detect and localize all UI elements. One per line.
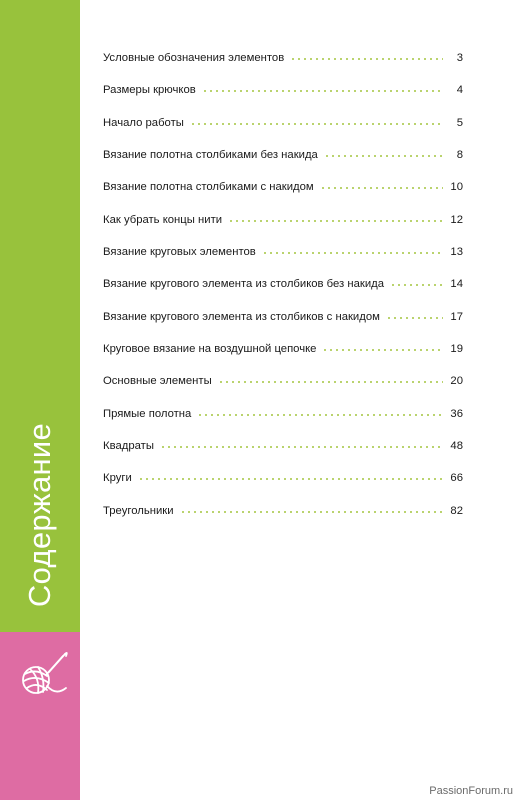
toc-entry[interactable] bbox=[103, 375, 463, 407]
toc-entry-page: 12 bbox=[450, 213, 463, 226]
toc-entry[interactable] bbox=[103, 472, 463, 504]
toc-entry-page: 4 bbox=[456, 84, 463, 97]
toc-entry-title: Основные элементы bbox=[103, 375, 212, 388]
toc-entry-title: Треугольники bbox=[103, 504, 174, 517]
table-of-contents bbox=[103, 52, 463, 537]
watermark: PassionForum.ru bbox=[429, 785, 513, 797]
toc-entry-page: 14 bbox=[450, 278, 463, 291]
toc-entry-title: Прямые полотна bbox=[103, 407, 192, 420]
toc-entry[interactable] bbox=[103, 181, 463, 213]
toc-entry-title: Размеры крючков bbox=[103, 84, 196, 97]
dot-leader bbox=[202, 90, 443, 92]
toc-entry[interactable] bbox=[103, 149, 463, 181]
toc-entry[interactable] bbox=[103, 84, 463, 116]
dot-leader bbox=[324, 155, 443, 157]
toc-entry-page: 36 bbox=[450, 407, 463, 420]
dot-leader bbox=[218, 381, 443, 383]
toc-entry[interactable] bbox=[103, 505, 463, 537]
toc-entry-page: 10 bbox=[450, 181, 463, 194]
toc-entry[interactable] bbox=[103, 117, 463, 149]
toc-entry-page: 8 bbox=[456, 149, 463, 162]
toc-entry-page: 19 bbox=[450, 343, 463, 356]
toc-entry[interactable] bbox=[103, 214, 463, 246]
dot-leader bbox=[228, 220, 443, 222]
toc-entry-title: Начало работы bbox=[103, 116, 184, 129]
toc-entry-page: 20 bbox=[450, 375, 463, 388]
toc-entry-page: 66 bbox=[450, 472, 463, 485]
toc-entry[interactable] bbox=[103, 311, 463, 343]
dot-leader bbox=[197, 414, 443, 416]
toc-entry-title: Вязание полотна столбиками с накидом bbox=[103, 181, 314, 194]
toc-entry-title: Квадраты bbox=[103, 440, 154, 453]
dot-leader bbox=[386, 317, 443, 319]
toc-entry-title: Вязание круговых элементов bbox=[103, 246, 256, 259]
toc-entry-title: Условные обозначения элементов bbox=[103, 52, 285, 64]
toc-entry-title: Как убрать концы нити bbox=[103, 213, 223, 226]
toc-entry-page: 82 bbox=[450, 504, 463, 517]
dot-leader bbox=[160, 446, 443, 448]
dot-leader bbox=[138, 478, 443, 480]
dot-leader bbox=[290, 58, 443, 60]
dot-leader bbox=[190, 123, 443, 125]
toc-entry-title: Вязание кругового элемента из столбиков без накида bbox=[103, 278, 385, 291]
dot-leader bbox=[320, 187, 443, 189]
toc-entry-page: 48 bbox=[450, 440, 463, 453]
toc-entry[interactable] bbox=[103, 246, 463, 278]
toc-entry-page: 17 bbox=[450, 310, 463, 323]
toc-entry-page: 3 bbox=[456, 52, 463, 64]
toc-entry-title: Вязание полотна столбиками без накида bbox=[103, 149, 318, 162]
dot-leader bbox=[322, 349, 443, 351]
toc-entry-page: 5 bbox=[456, 116, 463, 129]
sidebar-title: Содержание bbox=[22, 422, 57, 608]
toc-entry[interactable] bbox=[103, 52, 463, 84]
dot-leader bbox=[180, 511, 443, 513]
dot-leader bbox=[262, 252, 443, 254]
toc-entry-title: Круги bbox=[103, 472, 132, 485]
toc-entry-title: Круговое вязание на воздушной цепочке bbox=[103, 343, 317, 356]
dot-leader bbox=[390, 284, 443, 286]
toc-entry[interactable] bbox=[103, 343, 463, 375]
yarn-ball-crochet-hook-icon bbox=[16, 650, 70, 702]
toc-entry[interactable] bbox=[103, 408, 463, 440]
toc-entry-title: Вязание кругового элемента из столбиков с накидом bbox=[103, 310, 380, 323]
toc-entry-page: 13 bbox=[450, 246, 463, 259]
toc-entry[interactable] bbox=[103, 278, 463, 310]
toc-entry[interactable] bbox=[103, 440, 463, 472]
